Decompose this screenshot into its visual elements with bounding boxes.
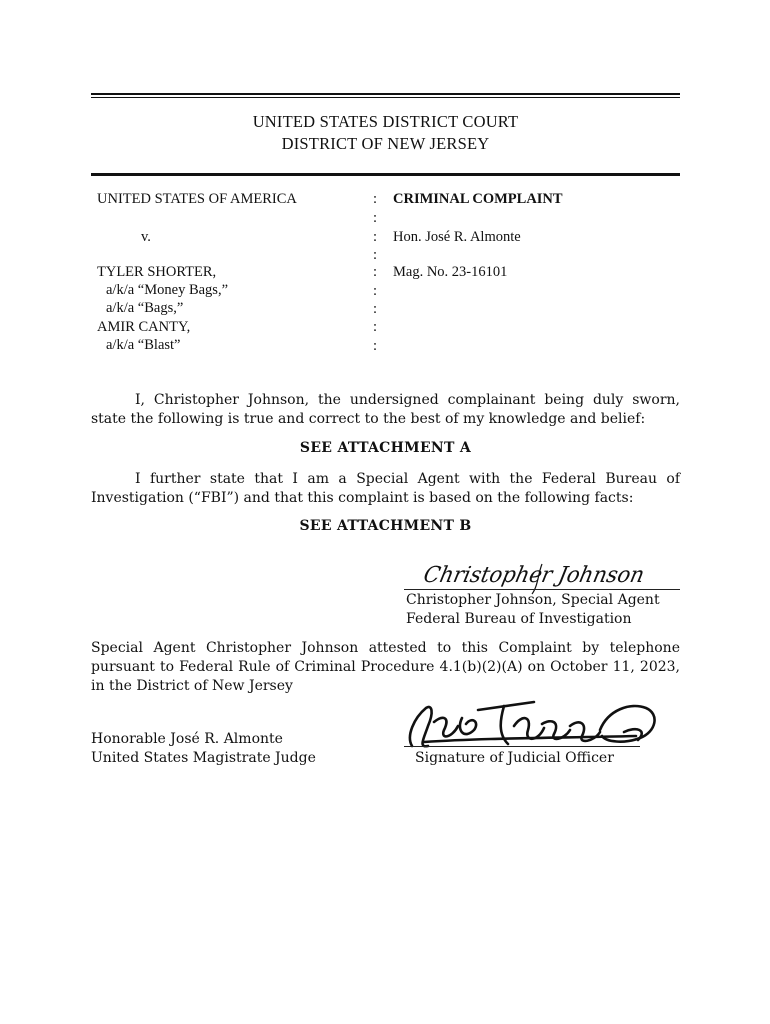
caption-alias-1a: a/k/a “Money Bags,” xyxy=(106,282,229,298)
caption-colon: : xyxy=(373,301,378,317)
judicial-signature-label: Signature of Judicial Officer xyxy=(415,750,614,766)
agent-statement-text: I further state that I am a Special Agent with the Federal Bureau of Investigation (“FBI”) and that this complaint is based on the following facts: xyxy=(91,471,680,506)
caption-defendant-1: TYLER SHORTER, xyxy=(97,264,217,280)
caption-colon: : xyxy=(373,264,378,280)
caption-colon: : xyxy=(373,191,378,207)
caption-colon: : xyxy=(373,319,378,335)
judicial-handwritten-signature xyxy=(404,696,666,756)
attestation-paragraph: Special Agent Christopher Johnson attested to this Complaint by telephone pursuant to Federal Rule of Criminal Procedure 4.1(b)(2)(A) on October 11, 2023, in the District of New Jersey xyxy=(91,640,680,694)
document-type: CRIMINAL COMPLAINT xyxy=(393,191,563,207)
sworn-statement-paragraph xyxy=(91,391,680,429)
complainant-signature-text: Christopher Johnson xyxy=(421,562,657,588)
caption-colon: : xyxy=(373,229,378,245)
complainant-signature-line xyxy=(404,589,680,590)
complainant-agency: Federal Bureau of Investigation xyxy=(406,611,632,627)
magistrate-number: Mag. No. 23-16101 xyxy=(393,264,508,280)
judicial-signature-line xyxy=(404,746,640,747)
judge-name: Honorable José R. Almonte xyxy=(91,731,283,747)
judge-title: United States Magistrate Judge xyxy=(91,750,316,766)
complainant-name-title: Christopher Johnson, Special Agent xyxy=(406,592,660,608)
sworn-statement-text: I, Christopher Johnson, the undersigned complainant being duly sworn, state the following is true and correct to the best of my knowledge and belief: xyxy=(91,392,680,427)
complainant-handwritten-signature xyxy=(404,556,680,596)
top-rule-thick xyxy=(91,93,680,95)
attachment-a-heading: SEE ATTACHMENT A xyxy=(299,440,472,456)
attachment-b-heading: SEE ATTACHMENT B xyxy=(299,518,472,534)
caption-colon: : xyxy=(373,210,378,226)
caption-alias-2: a/k/a “Blast” xyxy=(106,337,181,353)
caption-colon: : xyxy=(373,247,378,263)
assigned-judge: Hon. José R. Almonte xyxy=(393,229,521,245)
caption-colon: : xyxy=(373,338,378,354)
top-rule-thin xyxy=(91,97,680,98)
caption-defendant-2: AMIR CANTY, xyxy=(97,319,191,335)
caption-alias-1b: a/k/a “Bags,” xyxy=(106,300,184,316)
court-name: UNITED STATES DISTRICT COURT xyxy=(252,112,519,131)
caption-colon: : xyxy=(373,283,378,299)
agent-statement-paragraph xyxy=(91,470,680,508)
caption-rule xyxy=(91,173,680,176)
caption-plaintiff: UNITED STATES OF AMERICA xyxy=(97,191,297,207)
court-district: DISTRICT OF NEW JERSEY xyxy=(281,134,490,153)
caption-versus: v. xyxy=(141,229,151,245)
